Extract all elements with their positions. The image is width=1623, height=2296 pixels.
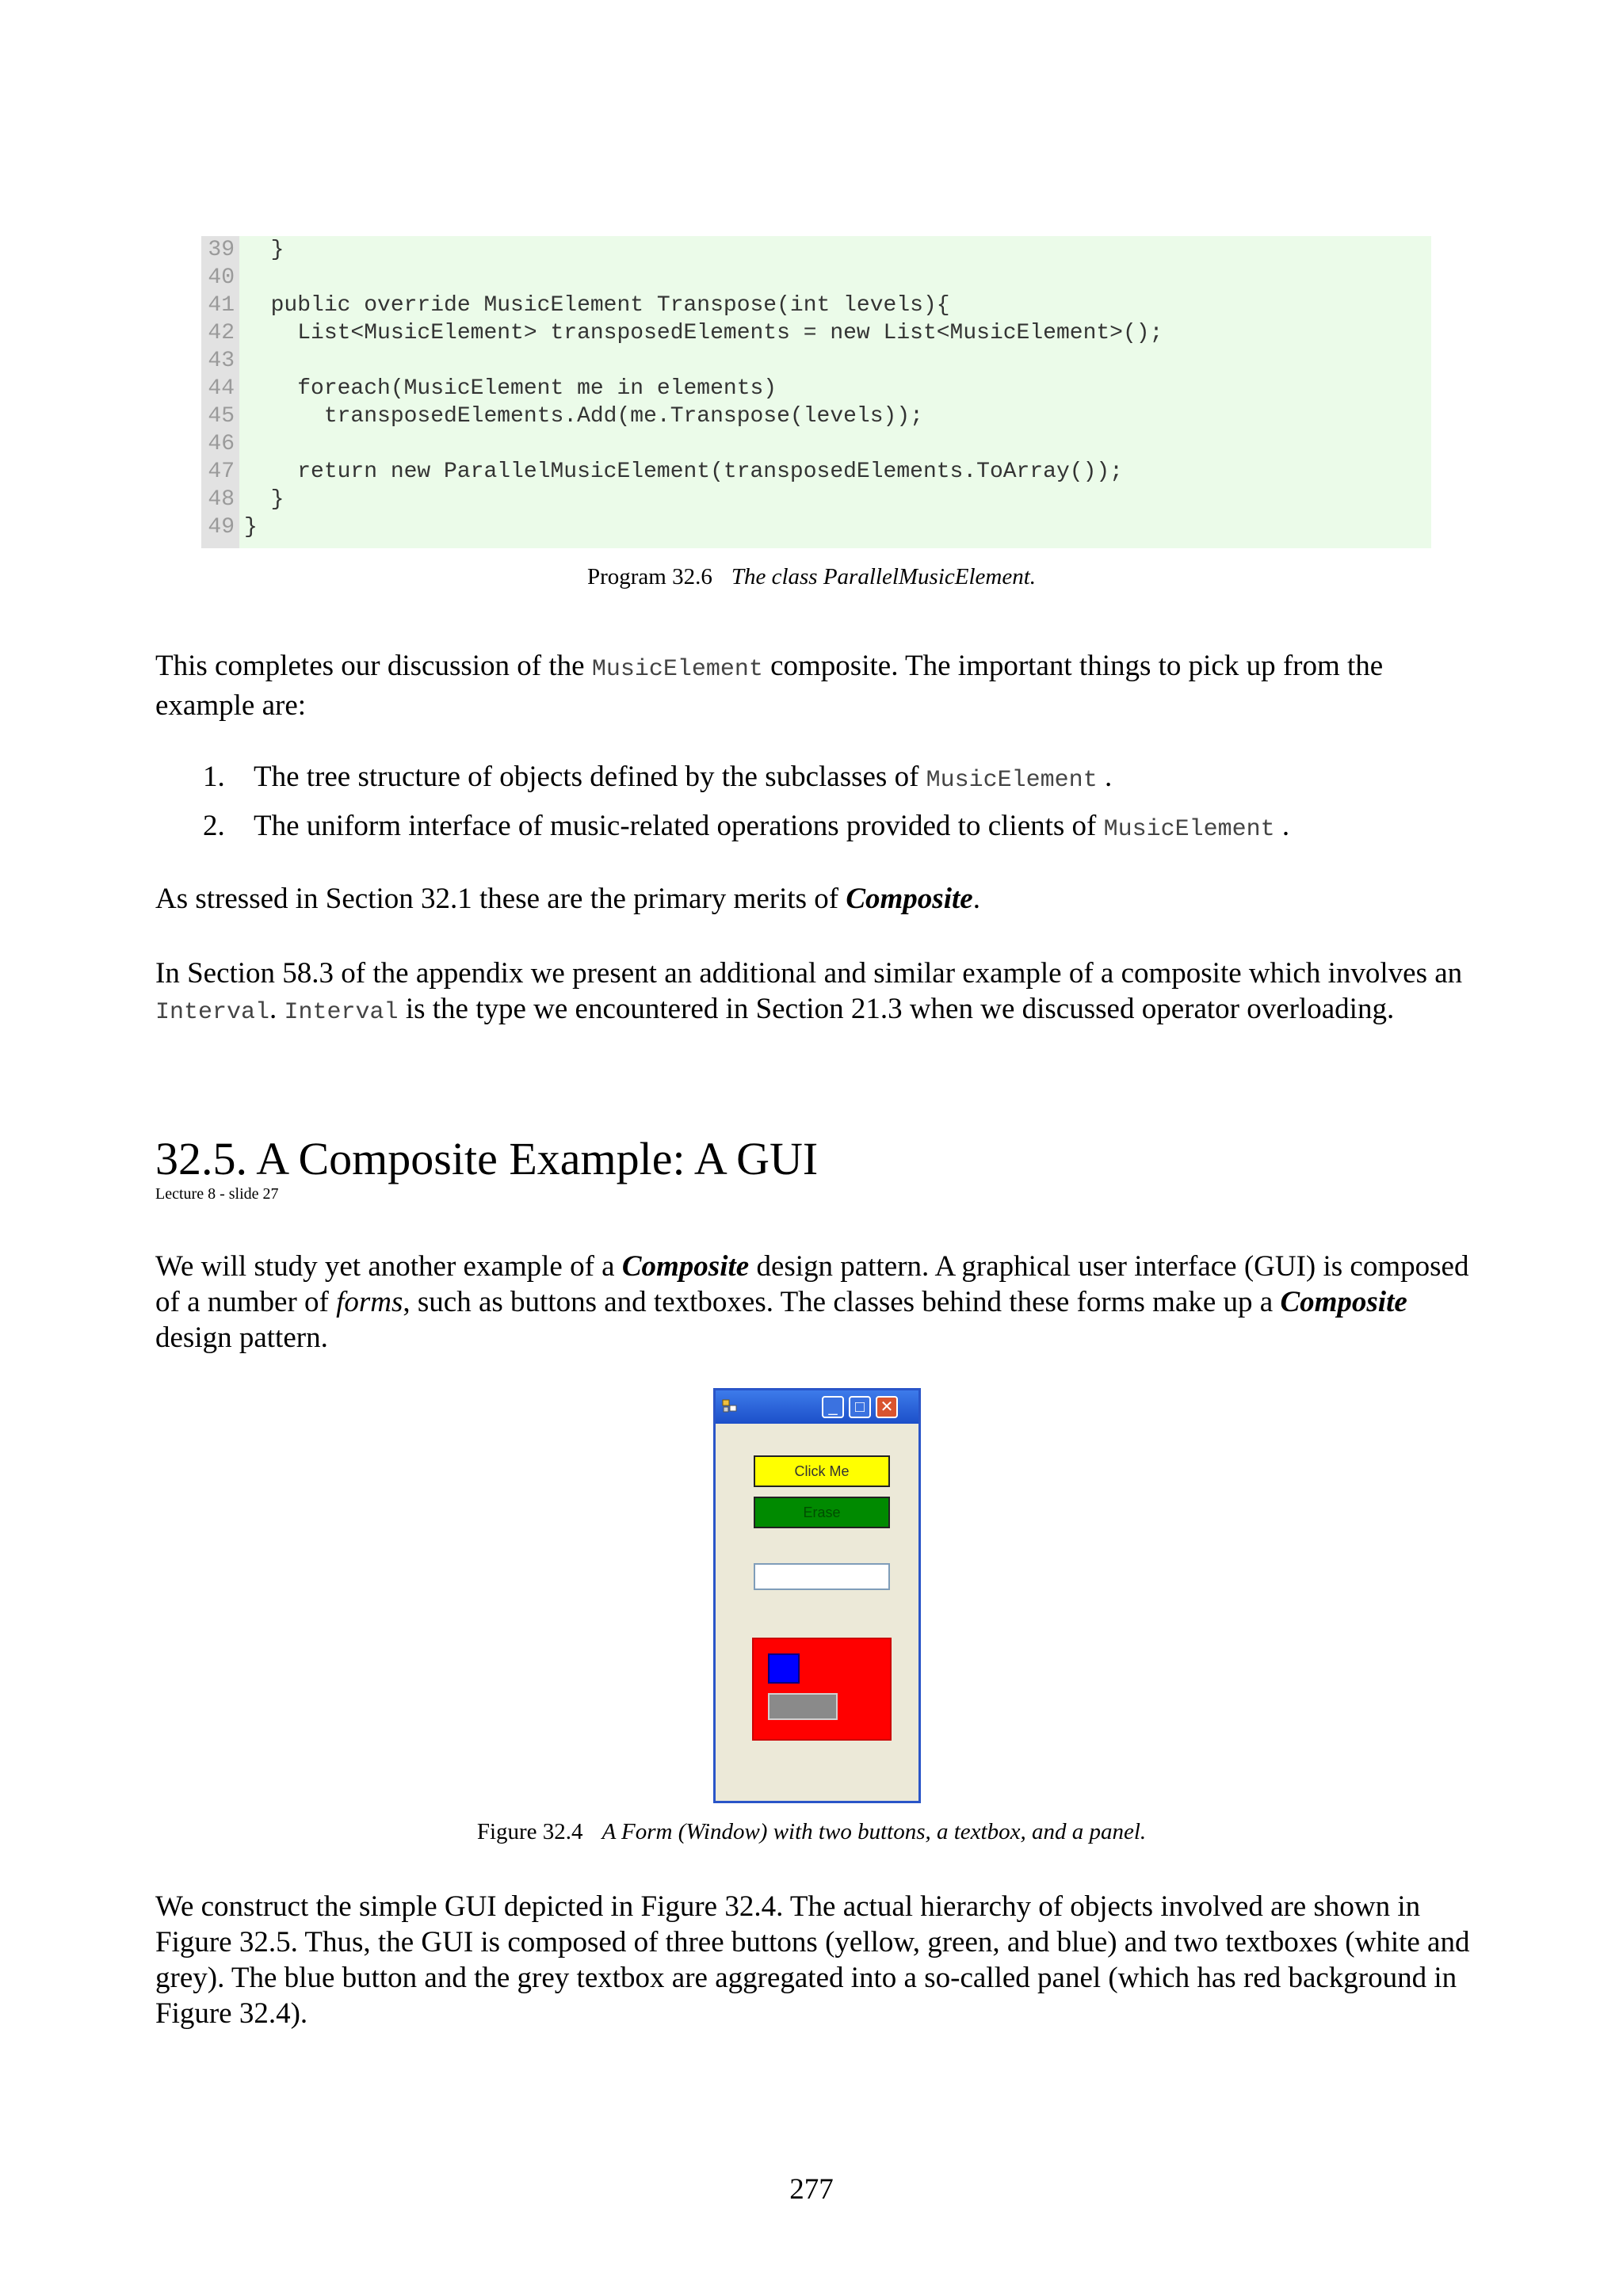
program-caption-number: Program 32.6	[586, 564, 712, 589]
line-number: 45	[208, 404, 235, 429]
text-span: , such as buttons and textboxes. The classes behind these forms make up a	[403, 1286, 1281, 1318]
gui-window-figure	[713, 1388, 921, 1803]
inline-code: MusicElement	[591, 656, 763, 683]
red-panel	[752, 1638, 892, 1741]
section-note: Lecture 8 - slide 27	[155, 1185, 279, 1203]
figure-caption-number: Figure 32.4	[476, 1819, 583, 1844]
list-number: 1.	[203, 761, 225, 793]
emphasis: forms	[336, 1286, 403, 1318]
white-textbox[interactable]	[754, 1563, 890, 1590]
section-heading: 32.5. A Composite Example: A GUI	[155, 1133, 819, 1184]
text-span: The uniform interface of music-related operations provided to clients of	[254, 810, 1104, 842]
code-listing	[201, 236, 1431, 548]
code-line-numbers	[201, 236, 239, 548]
text-span: The tree structure of objects defined by the subclasses of	[254, 761, 926, 793]
window-titlebar	[716, 1390, 918, 1424]
line-number: 39	[208, 238, 235, 262]
grey-textbox[interactable]	[768, 1693, 838, 1720]
line-number: 48	[208, 487, 235, 512]
code-line: transposedElements.Add(me.Transpose(levels));	[244, 404, 923, 429]
text-span: .	[1274, 810, 1290, 842]
text-span: As stressed in Section 32.1 these are the primary merits of	[155, 883, 846, 915]
text-span: This completes our discussion of the	[155, 650, 592, 682]
line-number: 41	[208, 293, 235, 318]
figure-caption-text: A Form (Window) with two buttons, a textbox, and a panel.	[601, 1819, 1147, 1844]
inline-code: Interval	[284, 999, 399, 1026]
paragraph-gui-intro	[155, 1249, 1487, 1356]
paragraph-gui-hierarchy: We construct the simple GUI depicted in Figure 32.4. The actual hierarchy of objects involved are shown in Figure 32.5. Thus, the GUI is composed of three buttons (yellow, green, and blue) and two textboxes (white and grey). The blue button and the grey textbox are aggregated into a so-called panel (which has red background in Figure 32.4).	[155, 1890, 1470, 2030]
list-item	[203, 808, 1487, 848]
list-item	[203, 759, 1487, 799]
inline-code: MusicElement	[926, 767, 1098, 794]
text-span: design pattern.	[155, 1322, 328, 1354]
code-line	[244, 347, 1431, 375]
code-line: return new ParallelMusicElement(transposedElements.ToArray());	[244, 460, 1123, 484]
blue-button[interactable]	[768, 1653, 800, 1684]
click-me-button[interactable]: Click Me	[754, 1455, 890, 1487]
paragraph-merits	[155, 881, 1487, 917]
minimize-icon[interactable]: _	[822, 1396, 844, 1418]
text-span: .	[972, 883, 980, 915]
figure-caption	[0, 1819, 1623, 1845]
maximize-icon[interactable]: □	[849, 1396, 871, 1418]
inline-code: MusicElement	[1103, 816, 1275, 843]
code-line: }	[244, 515, 258, 540]
emphasis: Composite	[846, 883, 973, 915]
text-span: In Section 58.3 of the appendix we present an additional and similar example of a composite which involves an	[155, 957, 1463, 990]
text-span: We will study yet another example of a	[155, 1250, 622, 1283]
code-line: }	[244, 487, 285, 512]
text-span: is the type we encountered in Section 21.3 when we discussed operator overloading.	[398, 993, 1395, 1025]
page-number: 277	[789, 2173, 834, 2206]
program-caption-text: The class ParallelMusicElement.	[731, 564, 1037, 589]
text-span: design pattern. A graphical user interface (GUI) is composed of a number of	[155, 1250, 1469, 1318]
code-line	[244, 264, 1431, 292]
line-number: 49	[208, 515, 235, 540]
code-line: public override MusicElement Transpose(int levels){	[244, 293, 950, 318]
code-lines	[244, 236, 1431, 541]
list-number: 2.	[203, 810, 225, 842]
inline-code: Interval	[155, 999, 270, 1026]
line-number: 40	[208, 265, 235, 290]
paragraph-intro	[155, 648, 1487, 723]
code-line: foreach(MusicElement me in elements)	[244, 376, 777, 401]
line-number: 42	[208, 321, 235, 345]
program-caption	[0, 564, 1623, 590]
close-icon[interactable]: ✕	[876, 1396, 898, 1418]
emphasis: Composite	[621, 1250, 750, 1283]
emphasis: Composite	[1280, 1286, 1407, 1318]
code-line	[244, 430, 1431, 458]
line-number: 43	[208, 349, 235, 373]
line-number: 44	[208, 376, 235, 401]
text-span: .	[269, 993, 285, 1025]
app-icon	[722, 1398, 738, 1414]
code-line: List<MusicElement> transposedElements = new List<MusicElement>();	[244, 321, 1163, 345]
text-span: composite. The important things to pick up from the example are:	[155, 650, 1384, 722]
line-number: 46	[208, 432, 235, 456]
erase-button[interactable]: Erase	[754, 1497, 890, 1528]
line-number: 47	[208, 460, 235, 484]
code-line: }	[244, 238, 285, 262]
paragraph-appendix	[155, 955, 1487, 1031]
text-span: .	[1097, 761, 1113, 793]
